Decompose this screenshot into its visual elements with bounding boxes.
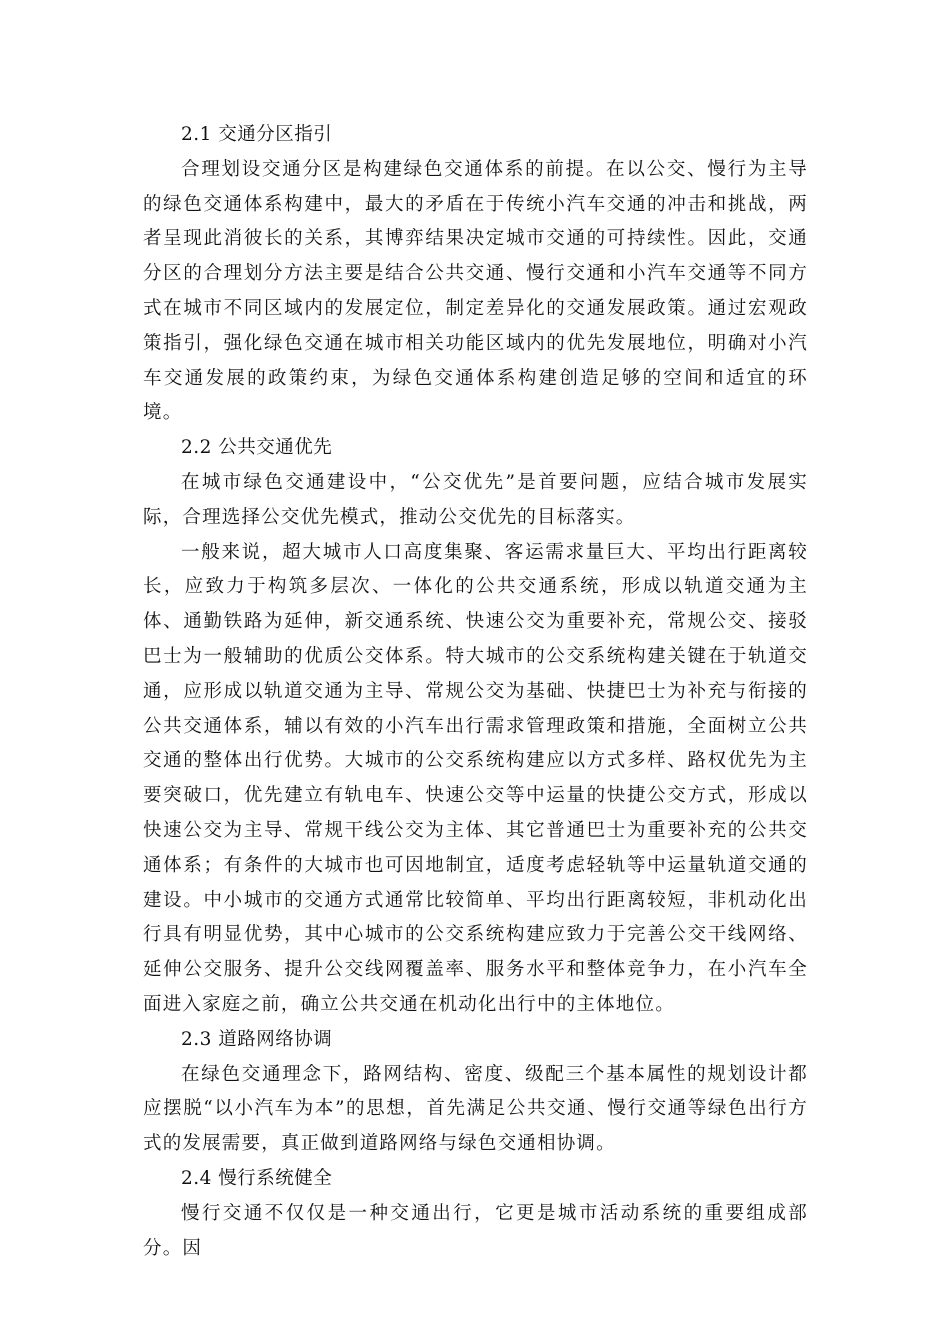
paragraph-road-network: 在绿色交通理念下，路网结构、密度、级配三个基本属性的规划设计都应摆脱“以小汽车为本”的思想，首先满足公共交通、慢行交通等绿色出行方式的发展需要，真正做到道路网络与绿色交通相协调。 [143,1063,808,1155]
paragraph-traffic-zoning: 合理划设交通分区是构建绿色交通体系的前提。在以公交、慢行为主导的绿色交通体系构建中，最大的矛盾在于传统小汽车交通的冲击和挑战，两者呈现此消彼长的关系，其博弈结果决定城市交通的可持续性。因此，交通分区的合理划分方法主要是结合公共交通、慢行交通和小汽车交通等不同方式在城市不同区域内的发展定位，制定差异化的交通发展政策。通过宏观政策指引，强化绿色交通在城市相关功能区域内的优先发展地位，明确对小汽车交通发展的政策约束，为绿色交通体系构建创造足够的空间和适宜的环境。 [143,158,808,424]
document-page [143,118,808,1266]
section-heading-2-1: 2.1 交通分区指引 [181,124,333,145]
paragraph-transit-by-city-size: 一般来说，超大城市人口高度集聚、客运需求量巨大、平均出行距离较长，应致力于构筑多层次、一体化的公共交通系统，形成以轨道交通为主体、通勤铁路为延伸，新交通系统、快速公交为重要补充，常规公交、接驳巴士为一般辅助的优质公交体系。特大城市的公交系统构建关键在于轨道交通，应形成以轨道交通为主导、常规公交为基础、快捷巴士为补充与衔接的公共交通体系，辅以有效的小汽车出行需求管理政策和措施，全面树立公共交通的整体出行优势。大城市的公交系统构建应以方式多样、路权优先为主要突破口，优先建立有轨电车、快速公交等中运量的快捷公交方式，形成以快速公交为主导、常规干线公交为主体、其它普通巴士为重要补充的公共交通体系；有条件的大城市也可因地制宜，适度考虑轻轨等中运量轨道交通的建设。中小城市的交通方式通常比较简单、平均出行距离较短，非机动化出行具有明显优势，其中心城市的公交系统构建应致力于完善公交干线网络、延伸公交服务、提升公交线网覆盖率、服务水平和整体竞争力，在小汽车全面进入家庭之前，确立公共交通在机动化出行中的主体地位。 [143,541,808,1015]
section-heading-2-4: 2.4 慢行系统健全 [181,1167,333,1189]
paragraph-slow-traffic: 慢行交通不仅仅是一种交通出行，它更是城市活动系统的重要组成部分。因 [143,1202,808,1259]
paragraph-transit-priority-intro: 在城市绿色交通建设中，“公交优先”是首要问题，应结合城市发展实际，合理选择公交优先模式，推动公交优先的目标落实。 [143,471,808,528]
section-heading-2-2: 2.2 公共交通优先 [181,437,333,459]
section-heading-2-3: 2.3 道路网络协调 [181,1028,333,1050]
